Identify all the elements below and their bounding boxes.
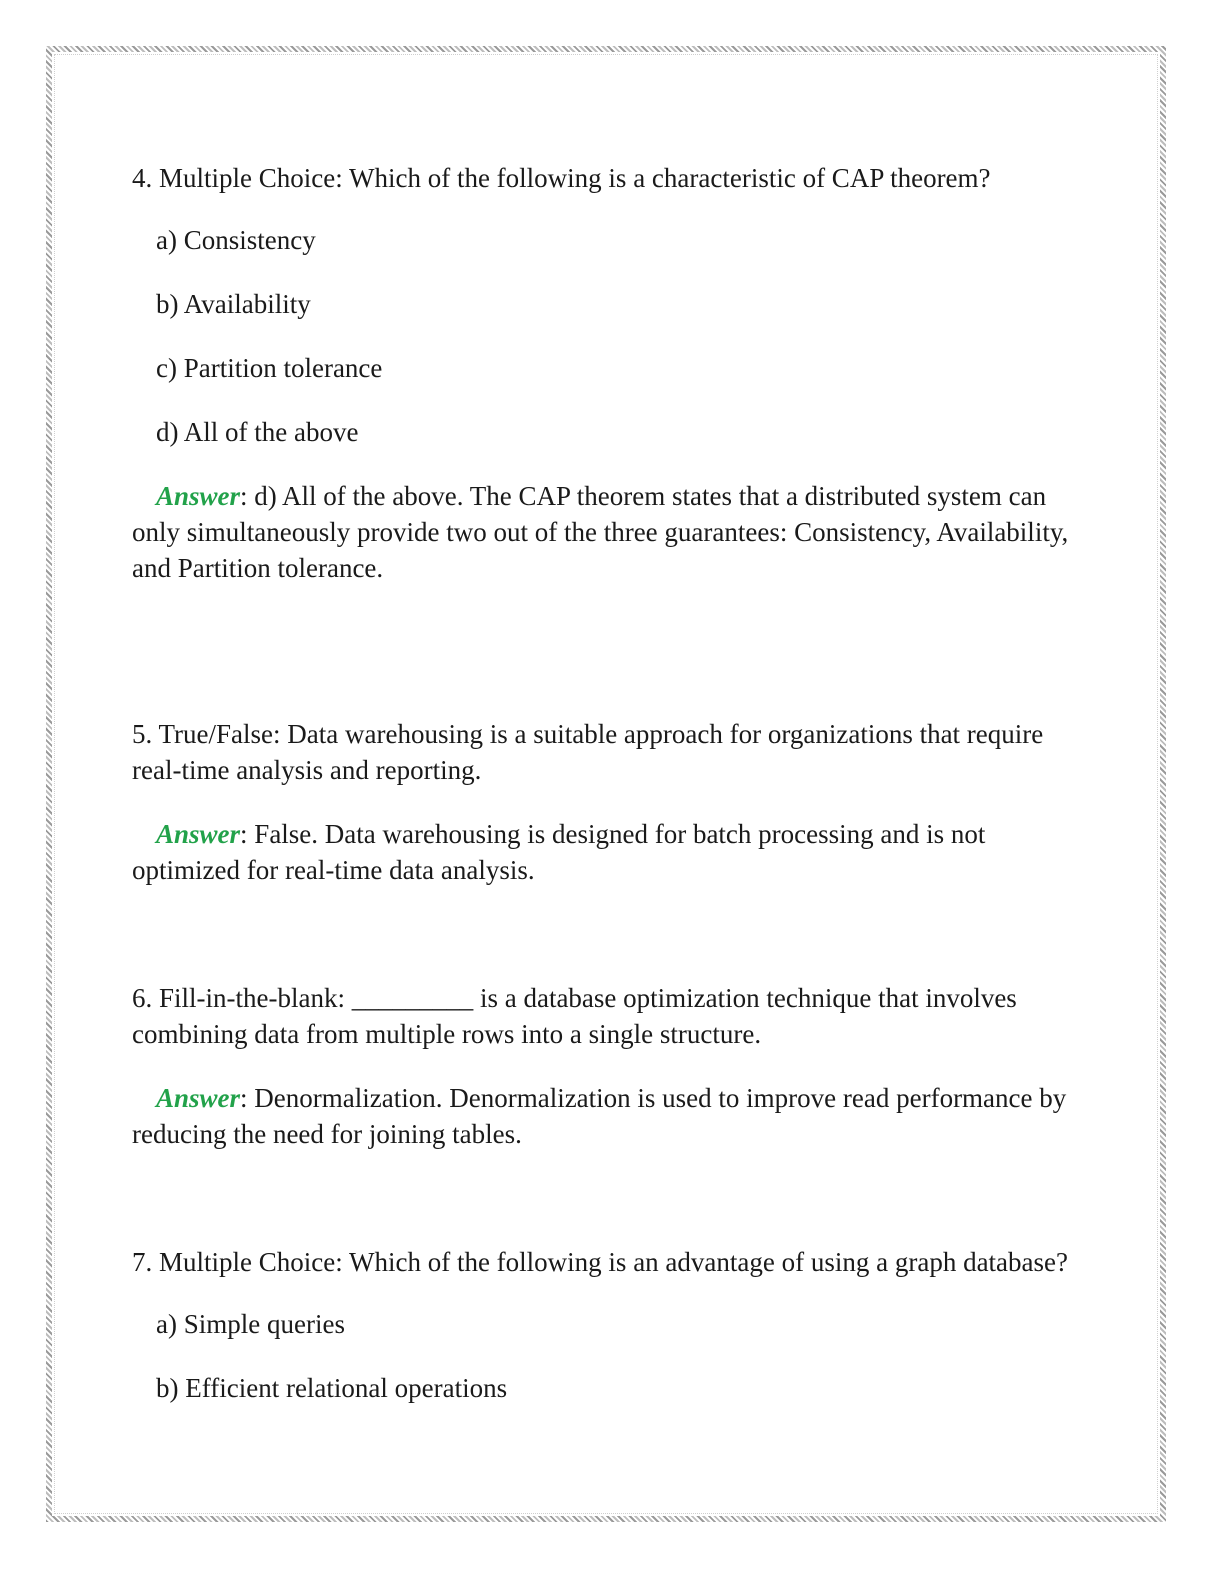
answer-text: : Denormalization. Denormalization is used to improve read performance by reducing the need for joining tables. [132,1083,1067,1149]
option-b: b) Availability [156,289,311,319]
option-a: a) Simple queries [156,1309,345,1339]
option-a: a) Consistency [156,225,316,255]
question-block-4 [132,160,1092,586]
answer [132,478,1092,586]
question-text: 6. Fill-in-the-blank: _________ is a database optimization technique that involves combining data from multiple rows into a single structure. [132,983,1017,1049]
answer [132,816,1092,888]
option-b: b) Efficient relational operations [156,1373,508,1403]
answer-text: : False. Data warehousing is designed for batch processing and is not optimized for real-time data analysis. [132,819,986,885]
answer-label: Answer [156,819,241,849]
question-text: 4. Multiple Choice: Which of the following is a characteristic of CAP theorem? [132,163,991,193]
option-d: d) All of the above [156,417,359,447]
question-block-6 [132,980,1092,1152]
question-block-5 [132,716,1092,888]
answer-label: Answer [156,481,241,511]
question-text: 5. True/False: Data warehousing is a suitable approach for organizations that require real-time analysis and reporting. [132,719,1044,785]
answer-text: : d) All of the above. The CAP theorem states that a distributed system can only simultaneously provide two out of the three guarantees: Consistency, Availability, and Partition tolerance. [132,481,1069,583]
question-block-7 [132,1244,1092,1406]
answer [132,1080,1092,1152]
answer-label: Answer [156,1083,241,1113]
option-c: c) Partition tolerance [156,353,383,383]
question-text: 7. Multiple Choice: Which of the following is an advantage of using a graph database? [132,1247,1068,1277]
